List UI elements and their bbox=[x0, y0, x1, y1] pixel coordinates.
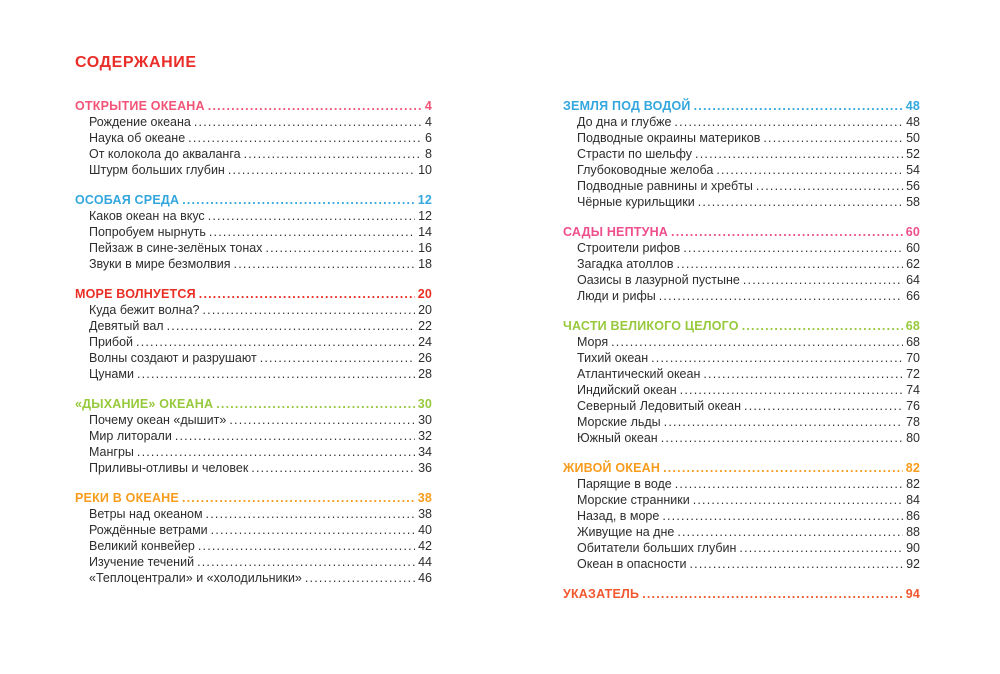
toc-entry bbox=[75, 460, 432, 476]
dot-leader bbox=[199, 286, 415, 302]
toc-entry bbox=[75, 350, 432, 366]
page-number: 86 bbox=[906, 509, 920, 523]
dot-leader bbox=[659, 288, 903, 304]
toc-section bbox=[563, 318, 920, 446]
dot-leader bbox=[744, 398, 903, 414]
entry-title: Наука об океане bbox=[89, 131, 186, 145]
dot-leader bbox=[137, 366, 415, 382]
toc-section bbox=[75, 192, 432, 272]
page-number: 58 bbox=[906, 195, 920, 209]
entry-title: Морские странники bbox=[577, 493, 690, 507]
toc-entry bbox=[563, 350, 920, 366]
page-number: 66 bbox=[906, 289, 920, 303]
page-number: 60 bbox=[905, 225, 920, 239]
entry-title: Изучение течений bbox=[89, 555, 195, 569]
dot-leader bbox=[742, 318, 903, 334]
toc-entry bbox=[563, 508, 920, 524]
section-title: ОСОБАЯ СРЕДА bbox=[75, 193, 180, 207]
page-number: 60 bbox=[906, 241, 920, 255]
page-number: 72 bbox=[906, 367, 920, 381]
page-number: 76 bbox=[906, 399, 920, 413]
dot-leader bbox=[260, 350, 415, 366]
page-number: 30 bbox=[417, 397, 432, 411]
section-title: УКАЗАТЕЛЬ bbox=[563, 587, 640, 601]
toc-entry bbox=[563, 240, 920, 256]
toc-entry bbox=[563, 540, 920, 556]
page-number: 8 bbox=[425, 147, 432, 161]
page-number: 36 bbox=[418, 461, 432, 475]
entry-title: Подводные окраины материков bbox=[577, 131, 761, 145]
page-number: 48 bbox=[906, 115, 920, 129]
toc-entry bbox=[563, 194, 920, 210]
page-number: 22 bbox=[418, 319, 432, 333]
toc-entry bbox=[75, 224, 432, 240]
dot-leader bbox=[651, 350, 903, 366]
dot-leader bbox=[208, 98, 422, 114]
entry-title: Цунами bbox=[89, 367, 134, 381]
page-number: 74 bbox=[906, 383, 920, 397]
entry-title: Почему океан «дышит» bbox=[89, 413, 227, 427]
dot-leader bbox=[209, 224, 415, 240]
section-title: САДЫ НЕПТУНА bbox=[563, 225, 669, 239]
toc-entry bbox=[563, 524, 920, 540]
toc-entry bbox=[75, 334, 432, 350]
toc-column-left bbox=[75, 98, 432, 602]
toc-section-heading bbox=[563, 460, 920, 476]
page-number: 68 bbox=[906, 335, 920, 349]
entry-title: До дна и глубже bbox=[577, 115, 672, 129]
toc-entry bbox=[563, 414, 920, 430]
dot-leader bbox=[694, 98, 903, 114]
toc-section-heading bbox=[563, 224, 920, 240]
page-number: 64 bbox=[906, 273, 920, 287]
page-number: 32 bbox=[418, 429, 432, 443]
toc-entry bbox=[563, 556, 920, 572]
entry-title: «Теплоцентрали» и «холодильники» bbox=[89, 571, 302, 585]
dot-leader bbox=[642, 586, 902, 602]
toc-section-heading bbox=[75, 98, 432, 114]
entry-title: Индийский океан bbox=[577, 383, 677, 397]
toc-entry bbox=[563, 272, 920, 288]
entry-title: Оазисы в лазурной пустыне bbox=[577, 273, 740, 287]
page-number: 12 bbox=[417, 193, 432, 207]
section-title: ЖИВОЙ ОКЕАН bbox=[563, 461, 661, 475]
toc-entry bbox=[75, 130, 432, 146]
entry-title: Приливы-отливы и человек bbox=[89, 461, 249, 475]
dot-leader bbox=[175, 428, 415, 444]
page-number: 78 bbox=[906, 415, 920, 429]
entry-title: Подводные равнины и хребты bbox=[577, 179, 753, 193]
toc-section-heading bbox=[563, 318, 920, 334]
dot-leader bbox=[716, 162, 903, 178]
page-number: 30 bbox=[418, 413, 432, 427]
toc-entry bbox=[563, 398, 920, 414]
entry-title: Морские льды bbox=[577, 415, 661, 429]
entry-title: Атлантический океан bbox=[577, 367, 701, 381]
toc-section bbox=[75, 286, 432, 382]
entry-title: Каков океан на вкус bbox=[89, 209, 205, 223]
page-number: 84 bbox=[906, 493, 920, 507]
page-number: 12 bbox=[418, 209, 432, 223]
dot-leader bbox=[756, 178, 903, 194]
section-title: РЕКИ В ОКЕАНЕ bbox=[75, 491, 179, 505]
toc-entry bbox=[563, 430, 920, 446]
page-number: 70 bbox=[906, 351, 920, 365]
section-title: МОРЕ ВОЛНУЕТСЯ bbox=[75, 287, 196, 301]
page-number: 18 bbox=[418, 257, 432, 271]
page-number: 82 bbox=[906, 477, 920, 491]
page-number: 10 bbox=[418, 163, 432, 177]
page-number: 62 bbox=[906, 257, 920, 271]
dot-leader bbox=[305, 570, 415, 586]
toc-entry bbox=[563, 256, 920, 272]
toc-entry bbox=[563, 114, 920, 130]
entry-title: Рождение океана bbox=[89, 115, 191, 129]
dot-leader bbox=[695, 146, 903, 162]
entry-title: Страсти по шельфу bbox=[577, 147, 693, 161]
dot-leader bbox=[265, 240, 415, 256]
page-number: 42 bbox=[418, 539, 432, 553]
toc-entry bbox=[563, 130, 920, 146]
toc-entry bbox=[75, 366, 432, 382]
toc-section-heading bbox=[563, 98, 920, 114]
dot-leader bbox=[167, 318, 415, 334]
dot-leader bbox=[211, 522, 415, 538]
dot-leader bbox=[743, 272, 903, 288]
entry-title: Звуки в мире безмолвия bbox=[89, 257, 231, 271]
entry-title: Северный Ледовитый океан bbox=[577, 399, 742, 413]
toc-entry bbox=[75, 570, 432, 586]
entry-title: Чёрные курильщики bbox=[577, 195, 695, 209]
page-number: 28 bbox=[418, 367, 432, 381]
page-number: 48 bbox=[905, 99, 920, 113]
dot-leader bbox=[194, 114, 422, 130]
toc-entry bbox=[75, 146, 432, 162]
entry-title: Живущие на дне bbox=[577, 525, 675, 539]
entry-title: Пейзаж в сине-зелёных тонах bbox=[89, 241, 263, 255]
toc-entry bbox=[563, 366, 920, 382]
toc-section-heading bbox=[75, 286, 432, 302]
toc-section-heading bbox=[75, 192, 432, 208]
toc-entry bbox=[75, 240, 432, 256]
toc-section bbox=[563, 224, 920, 304]
toc-entry bbox=[563, 288, 920, 304]
entry-title: Великий конвейер bbox=[89, 539, 195, 553]
dot-leader bbox=[763, 130, 903, 146]
entry-title: От колокола до акваланга bbox=[89, 147, 241, 161]
page-number: 34 bbox=[418, 445, 432, 459]
dot-leader bbox=[739, 540, 903, 556]
dot-leader bbox=[703, 366, 903, 382]
entry-title: Прибой bbox=[89, 335, 134, 349]
page-number: 44 bbox=[418, 555, 432, 569]
dot-leader bbox=[228, 162, 415, 178]
dot-leader bbox=[662, 508, 903, 524]
entry-title: Строители рифов bbox=[577, 241, 681, 255]
toc-entry bbox=[563, 382, 920, 398]
entry-title: Люди и рифы bbox=[577, 289, 656, 303]
toc-entry bbox=[75, 538, 432, 554]
dot-leader bbox=[671, 224, 903, 240]
toc-section bbox=[75, 98, 432, 178]
dot-leader bbox=[188, 130, 422, 146]
page-number: 26 bbox=[418, 351, 432, 365]
page-number: 68 bbox=[905, 319, 920, 333]
section-title: ОТКРЫТИЕ ОКЕАНА bbox=[75, 99, 205, 113]
page-number: 38 bbox=[417, 491, 432, 505]
entry-title: Куда бежит волна? bbox=[89, 303, 200, 317]
page-number: 56 bbox=[906, 179, 920, 193]
entry-title: Загадка атоллов bbox=[577, 257, 674, 271]
entry-title: Попробуем нырнуть bbox=[89, 225, 206, 239]
page-number: 82 bbox=[905, 461, 920, 475]
page-number: 20 bbox=[417, 287, 432, 301]
toc-section bbox=[75, 490, 432, 586]
dot-leader bbox=[197, 554, 415, 570]
toc-entry bbox=[75, 162, 432, 178]
page-number: 38 bbox=[418, 507, 432, 521]
dot-leader bbox=[206, 506, 416, 522]
toc-entry bbox=[75, 412, 432, 428]
toc-entry bbox=[563, 146, 920, 162]
section-title: «ДЫХАНИЕ» ОКЕАНА bbox=[75, 397, 214, 411]
toc-entry bbox=[75, 554, 432, 570]
toc-section-heading bbox=[75, 490, 432, 506]
toc-entry bbox=[75, 318, 432, 334]
dot-leader bbox=[216, 396, 414, 412]
dot-leader bbox=[680, 382, 903, 398]
toc-entry bbox=[75, 208, 432, 224]
toc-entry bbox=[563, 178, 920, 194]
page-number: 16 bbox=[418, 241, 432, 255]
section-title: ЧАСТИ ВЕЛИКОГО ЦЕЛОГО bbox=[563, 319, 739, 333]
toc-section bbox=[563, 460, 920, 572]
toc-entry bbox=[75, 114, 432, 130]
toc-entry bbox=[563, 162, 920, 178]
dot-leader bbox=[208, 208, 415, 224]
toc-section bbox=[563, 98, 920, 210]
page-number: 46 bbox=[418, 571, 432, 585]
toc-section-heading bbox=[75, 396, 432, 412]
page-number: 54 bbox=[906, 163, 920, 177]
dot-leader bbox=[677, 524, 903, 540]
dot-leader bbox=[137, 444, 415, 460]
entry-title: Волны создают и разрушают bbox=[89, 351, 257, 365]
dot-leader bbox=[664, 414, 903, 430]
page-number: 4 bbox=[425, 115, 432, 129]
toc-entry bbox=[75, 302, 432, 318]
toc-section bbox=[563, 586, 920, 602]
entry-title: Глубоководные желоба bbox=[577, 163, 714, 177]
dot-leader bbox=[611, 334, 903, 350]
dot-leader bbox=[229, 412, 415, 428]
page-number: 90 bbox=[906, 541, 920, 555]
toc-entry bbox=[75, 506, 432, 522]
dot-leader bbox=[661, 430, 903, 446]
toc-columns bbox=[75, 98, 920, 602]
entry-title: Девятый вал bbox=[89, 319, 164, 333]
dot-leader bbox=[663, 460, 903, 476]
dot-leader bbox=[203, 302, 416, 318]
entry-title: Парящие в воде bbox=[577, 477, 672, 491]
page-number: 20 bbox=[418, 303, 432, 317]
toc-entry bbox=[75, 428, 432, 444]
toc-entry bbox=[75, 522, 432, 538]
toc-entry bbox=[563, 492, 920, 508]
dot-leader bbox=[182, 490, 415, 506]
page-number: 6 bbox=[425, 131, 432, 145]
dot-leader bbox=[674, 114, 903, 130]
dot-leader bbox=[244, 146, 422, 162]
toc-entry bbox=[75, 444, 432, 460]
dot-leader bbox=[689, 556, 903, 572]
page-number: 80 bbox=[906, 431, 920, 445]
entry-title: Мир литорали bbox=[89, 429, 172, 443]
dot-leader bbox=[251, 460, 415, 476]
dot-leader bbox=[198, 538, 415, 554]
entry-title: Рождённые ветрами bbox=[89, 523, 208, 537]
dot-leader bbox=[234, 256, 416, 272]
page-number: 52 bbox=[906, 147, 920, 161]
toc-entry bbox=[563, 334, 920, 350]
dot-leader bbox=[683, 240, 903, 256]
entry-title: Моря bbox=[577, 335, 609, 349]
entry-title: Штурм больших глубин bbox=[89, 163, 225, 177]
page-number: 88 bbox=[906, 525, 920, 539]
page-number: 94 bbox=[905, 587, 920, 601]
toc-section bbox=[75, 396, 432, 476]
entry-title: Тихий океан bbox=[577, 351, 649, 365]
entry-title: Океан в опасности bbox=[577, 557, 687, 571]
toc-entry bbox=[563, 476, 920, 492]
dot-leader bbox=[675, 476, 903, 492]
dot-leader bbox=[676, 256, 903, 272]
page-number: 24 bbox=[418, 335, 432, 349]
page-title: СОДЕРЖАНИЕ bbox=[75, 54, 197, 71]
dot-leader bbox=[182, 192, 414, 208]
page-number: 4 bbox=[424, 99, 432, 113]
entry-title: Мангры bbox=[89, 445, 134, 459]
toc-section-heading bbox=[563, 586, 920, 602]
entry-title: Назад, в море bbox=[577, 509, 660, 523]
entry-title: Ветры над океаном bbox=[89, 507, 203, 521]
entry-title: Южный океан bbox=[577, 431, 658, 445]
page-number: 50 bbox=[906, 131, 920, 145]
page-number: 14 bbox=[418, 225, 432, 239]
page-number: 40 bbox=[418, 523, 432, 537]
entry-title: Обитатели больших глубин bbox=[577, 541, 737, 555]
section-title: ЗЕМЛЯ ПОД ВОДОЙ bbox=[563, 99, 691, 113]
toc-entry bbox=[75, 256, 432, 272]
dot-leader bbox=[136, 334, 415, 350]
page-number: 92 bbox=[906, 557, 920, 571]
dot-leader bbox=[698, 194, 903, 210]
dot-leader bbox=[693, 492, 903, 508]
toc-column-right bbox=[563, 98, 920, 602]
